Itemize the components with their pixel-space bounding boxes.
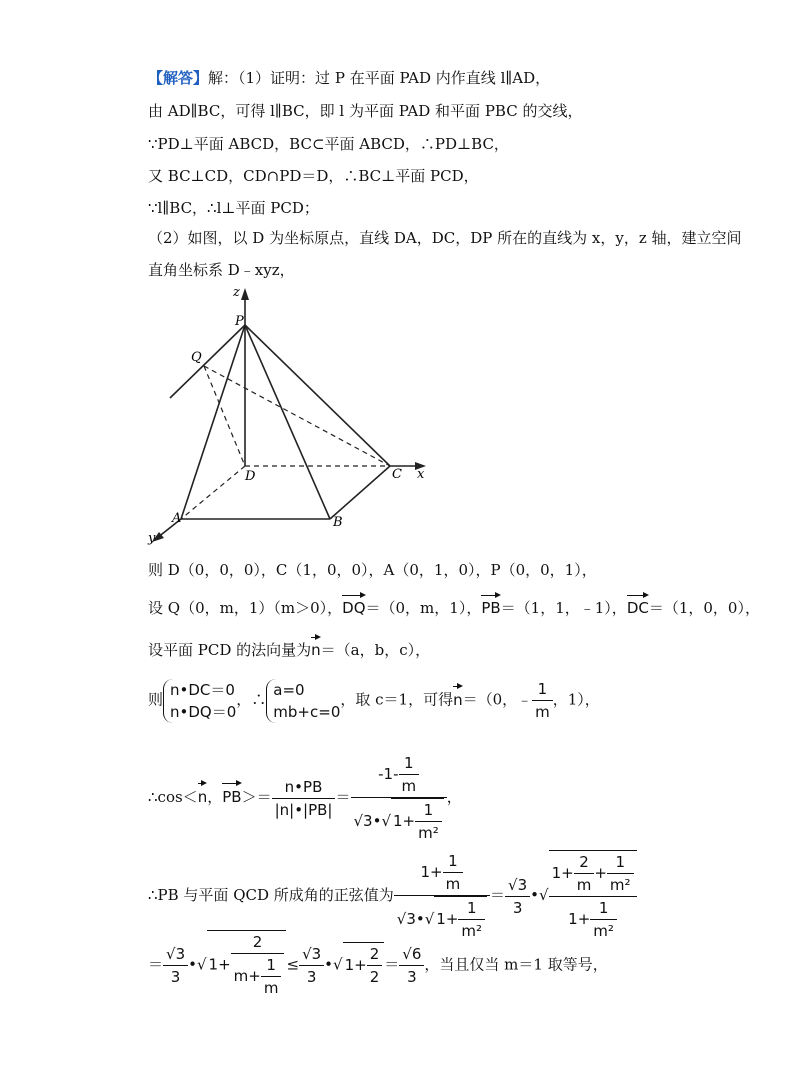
cos-fraction: $\frac{n•PB}{|n|•|PB|}$	[272, 776, 336, 821]
part1-line1: 【解答】解：（1）证明：过 P 在平面 PAD 内作直线 l∥AD，	[148, 69, 551, 87]
system-left: n•DC＝0 n•DQ＝0	[163, 679, 236, 723]
final-root-1: 1+ 2 m+ $\frac{1}{m}$	[207, 930, 287, 999]
sine-line: ∴PB 与平面 QCD 所成角的正弦值为 1+ $\frac{1}{m}$ √3•√ 1+ $\frac{1}{\text{m²}}$ ＝ $\frac{√3}{3}$ •√ 1+ $\frac{2}{m}$ + $\frac{1}{\text{m²}}$ 1+ $\frac{1}{\text{m²}}$	[148, 850, 637, 942]
cos-line: ∴cos＜n，PB＞＝ $\frac{n•PB}{|n|•|PB|}$ ＝ -1- $\frac{1}{m}$ √3•√ 1+ $\frac{1}{\text{m²}}$ ，	[148, 754, 462, 842]
coords-line: 则 D（0，0，0），C（1，0，0），A（0，1，0），P（0，0，1），	[148, 561, 597, 579]
label-y: y	[148, 531, 156, 546]
label-P: P	[235, 314, 244, 329]
vec-dq: DQ	[342, 599, 366, 617]
final-root-2: 1+ $\frac{2}{2}$	[343, 942, 385, 988]
label-B: B	[333, 515, 343, 530]
label-x: x	[417, 467, 425, 482]
part1-line2: 由 AD∥BC，可得 l∥BC，即 l 为平面 PAD 和平面 PBC 的交线，	[148, 102, 583, 120]
system-right: a=0 mb+c=0	[266, 679, 340, 723]
pyramid-figure	[140, 280, 440, 550]
frac-1-over-m: $\frac{1}{m}$	[532, 678, 553, 723]
part2-line2: 直角坐标系 D﹣xyz，	[148, 261, 295, 279]
part1-line3: ∵PD⊥平面 ABCD，BC⊂平面 ABCD，∴PD⊥BC，	[148, 135, 509, 153]
final-line: ＝ $\frac{√3}{3}$ •√ 1+ 2 m+ $\frac{1}{m}$ ≤ $\frac{√3}{3}$ •√ 1+ $\frac{2}{2}$ ＝ $\frac{√6}{3}$ ，当且仅当 m＝1 取等号，	[148, 930, 608, 999]
cos-result: -1- $\frac{1}{m}$ √3•√ 1+ $\frac{1}{\text{m²}}$	[351, 752, 447, 844]
label-A: A	[172, 511, 182, 526]
part2-line1: （2）如图，以 D 为坐标原点，直线 DA，DC，DP 所在的直线为 x，y，z 轴，建立空间	[148, 229, 742, 247]
vec-pb: PB	[481, 599, 501, 617]
label-Q: Q	[191, 350, 202, 365]
label-z: z	[233, 285, 240, 300]
sine-fraction: 1+ $\frac{1}{m}$ √3•√ 1+ $\frac{1}{\text{m²}}$	[394, 850, 490, 942]
answer-tag: 【解答】	[148, 69, 209, 87]
label-C: C	[392, 467, 402, 482]
vec-dc: DC	[626, 599, 649, 617]
normal-line: 设平面 PCD 的法向量为n＝（a，b，c），	[148, 641, 431, 659]
system-line: 则 n•DC＝0 n•DQ＝0 ，∴ a=0 mb+c=0 ，取 c＝1，可得n＝（0，﹣ $\frac{1}{m}$ ，1），	[148, 680, 600, 721]
label-D: D	[245, 469, 256, 484]
part1-line5: ∵l∥BC，∴l⊥平面 PCD；	[148, 199, 319, 217]
sine-root: 1+ $\frac{2}{m}$ + $\frac{1}{\text{m²}}$ 1+ $\frac{1}{\text{m²}}$	[549, 850, 637, 942]
setq-line: 设 Q（0，m，1）（m＞0），DQ＝（0，m，1），PB＝（1，1，﹣1），DC＝（1，0，0），	[148, 599, 760, 617]
vec-n: n	[311, 641, 321, 659]
part1-line4: 又 BC⊥CD，CD∩PD＝D，∴BC⊥平面 PCD，	[148, 167, 479, 185]
